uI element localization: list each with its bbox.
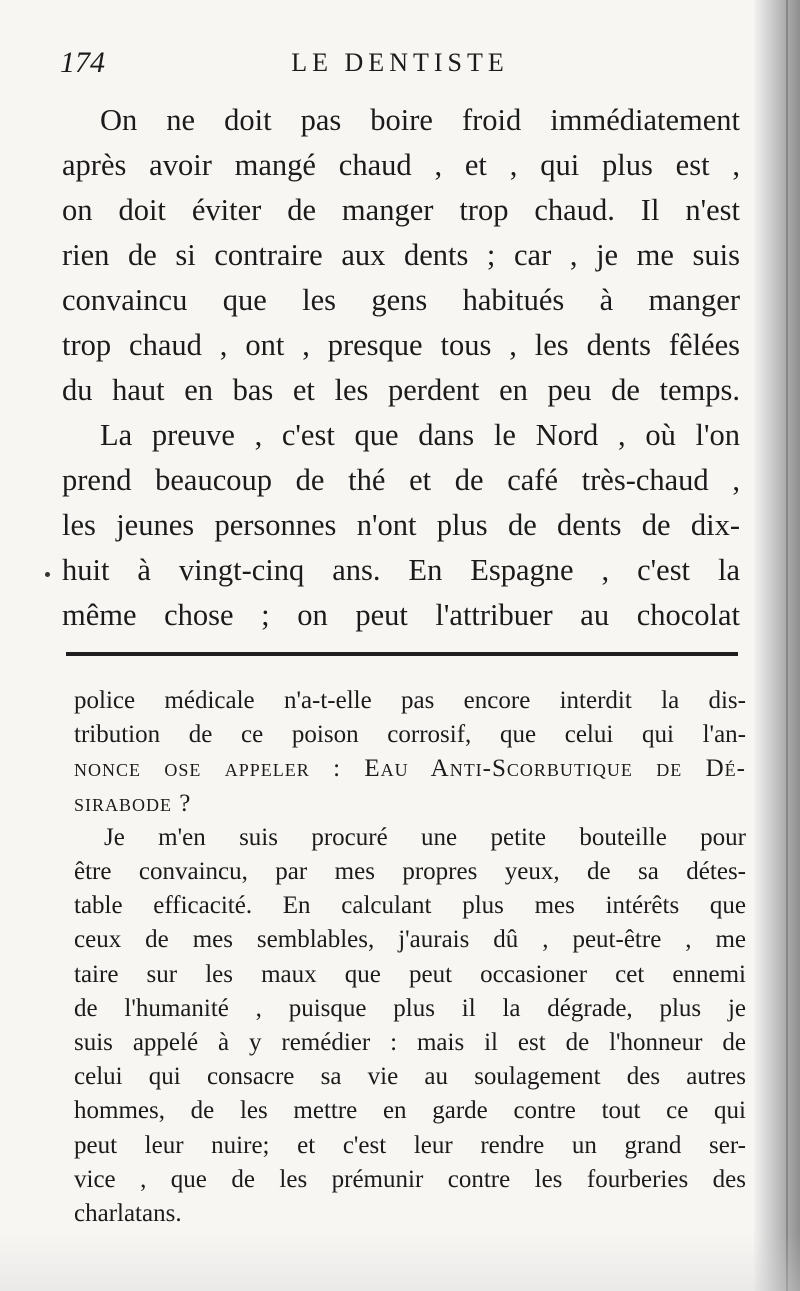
page-edge-line bbox=[786, 0, 788, 1291]
page-bottom-shade bbox=[0, 1231, 800, 1291]
footnote-line: Je m'en suis procuré une petite bouteille pour bbox=[104, 823, 746, 851]
text-line: on doit éviter de manger trop chaud. Il n'est bbox=[62, 193, 740, 227]
footnote-line: peut leur nuire; et c'est leur rendre un grand ser- bbox=[74, 1131, 746, 1159]
footnote-line: hommes, de les mettre en garde contre tout ce qui bbox=[74, 1097, 746, 1125]
footnote-rule bbox=[66, 652, 738, 656]
main-text bbox=[62, 98, 740, 638]
ink-speck bbox=[45, 572, 50, 577]
footnote-line: taire sur les maux que peut occasioner cet ennemi bbox=[74, 960, 746, 988]
text-line: rien de si contraire aux dents ; car , je me suis bbox=[62, 238, 740, 272]
text-line: trop chaud , ont , presque tous , les dents fêlées bbox=[62, 328, 740, 362]
page-edge-shadow bbox=[754, 0, 800, 1291]
running-head: LE DENTISTE bbox=[291, 48, 509, 77]
text-line: convaincu que les gens habitués à manger bbox=[62, 283, 740, 317]
footnote-line: de l'humanité , puisque plus il la dégrade, plus je bbox=[74, 994, 746, 1022]
footnote-line: table efficacité. En calculant plus mes intérêts que bbox=[74, 892, 746, 920]
footnote-line: être convaincu, par mes propres yeux, de sa détes- bbox=[74, 858, 746, 886]
footnote-line: charlatans. bbox=[74, 1200, 182, 1228]
page-number: 174 bbox=[60, 46, 105, 79]
text-line: La preuve , c'est que dans le Nord , où l'on bbox=[100, 418, 740, 452]
text-line: On ne doit pas boire froid immédiatement bbox=[100, 103, 740, 137]
page-header bbox=[60, 42, 740, 86]
footnote-line: police médicale n'a-t-elle pas encore interdit la dis- bbox=[74, 687, 746, 714]
footnote-line: suis appelé à y remédier : mais il est de l'honneur de bbox=[74, 1029, 746, 1057]
footnote-line: tribution de ce poison corrosif, que celui qui l'an- bbox=[74, 721, 746, 749]
footnote-line: celui qui consacre sa vie au soulagement des autres bbox=[74, 1063, 746, 1091]
text-line: prend beaucoup de thé et de café très-chaud , bbox=[62, 463, 740, 497]
footnote bbox=[74, 684, 746, 1231]
footnote-line: ceux de mes semblables, j'aurais dû , peut-être , me bbox=[74, 926, 746, 954]
text-line: après avoir mangé chaud , et , qui plus est , bbox=[62, 148, 740, 182]
footnote-line: nonce ose appeler : Eau Anti-Scorbutique de Dé- bbox=[74, 755, 746, 783]
text-line: les jeunes personnes n'ont plus de dents de dix- bbox=[62, 508, 740, 542]
footnote-line: sirabode ? bbox=[74, 789, 192, 817]
text-line: huit à vingt-cinq ans. En Espagne , c'est la bbox=[62, 553, 740, 587]
text-line: du haut en bas et les perdent en peu de temps. bbox=[62, 373, 740, 407]
text-line: même chose ; on peut l'attribuer au chocolat bbox=[62, 598, 740, 632]
footnote-line: vice , que de les prémunir contre les fourberies des bbox=[74, 1165, 746, 1193]
